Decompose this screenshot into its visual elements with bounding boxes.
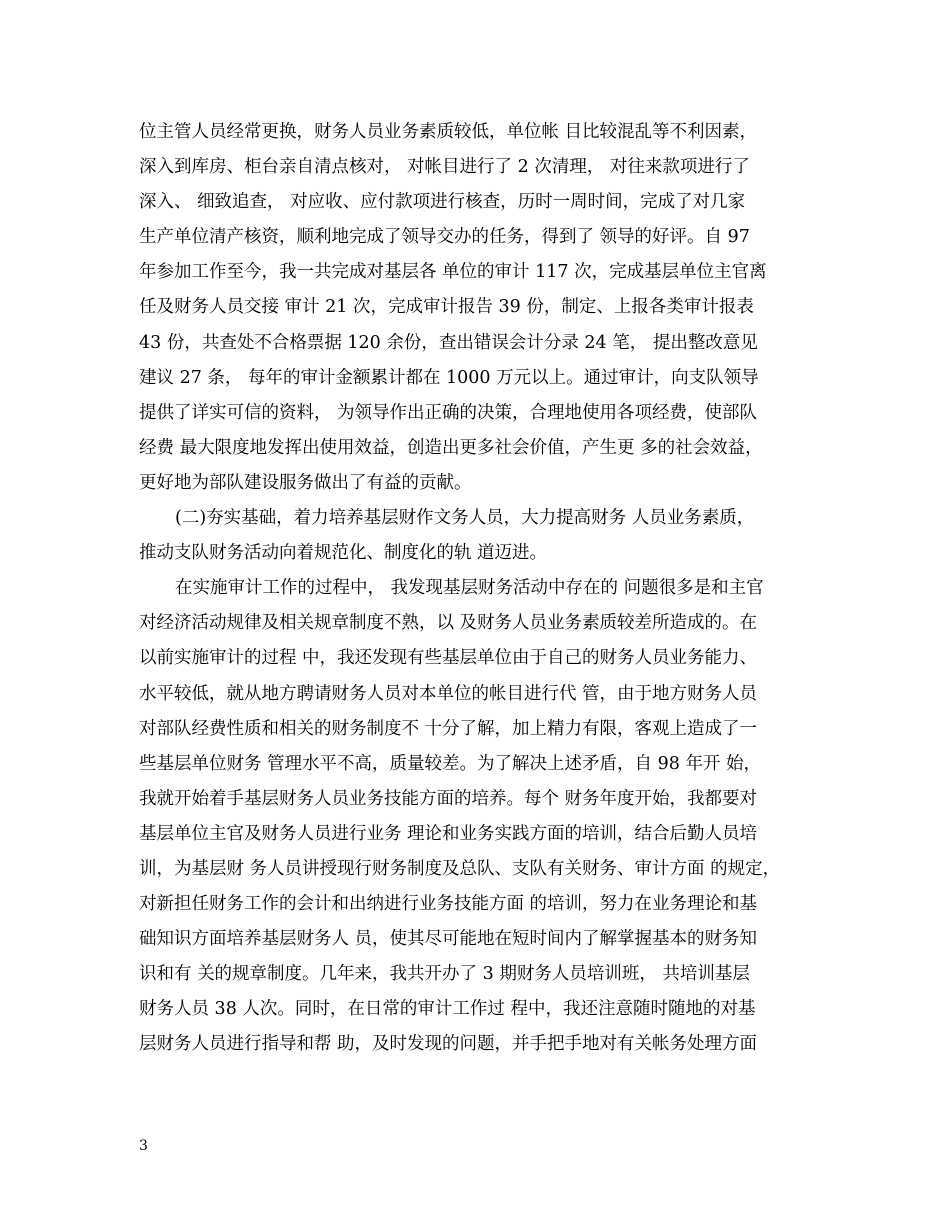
text-line: 水平较低，就从地方聘请财务人员对本单位的帐目进行代 管，由于地方财务人员 bbox=[139, 683, 758, 704]
text-line: 任及财务人员交接 审计 21 次，完成审计报告 39 份，制定、上报各类审计报表 bbox=[139, 297, 754, 318]
text-line: 年参加工作至今，我一共完成对基层各 单位的审计 117 次，完成基层单位主官离 bbox=[139, 262, 767, 283]
text-line: 推动支队财务活动向着规范化、制度化的轨 道迈进。 bbox=[139, 543, 548, 564]
text-line: 深入、 细致追查， 对应收、应付款项进行核查，历时一周时间，完成了对几家 bbox=[139, 192, 746, 213]
page-number: 3 bbox=[139, 1138, 148, 1154]
text-line: 些基层单位财务 管理水平不高，质量较差。为了解决上述矛盾，自 98 年开 始， bbox=[139, 753, 762, 774]
text-line: 识和有 关的规章制度。几年来，我共开办了 3 期财务人员培训班， 共培训基层 bbox=[139, 964, 750, 985]
text-line: 更好地为部队建设服务做出了有益的贡献。 bbox=[139, 472, 472, 493]
text-line: 深入到库房、柜台亲自清点核对， 对帐目进行了 2 次清理， 对往来款项进行了 bbox=[139, 157, 750, 178]
text-line: 训，为基层财 务人员讲授现行财务制度及总队、支队有关财务、审计方面 的规定， bbox=[139, 858, 781, 879]
text-line: 43 份，共查处不合格票据 120 余份，查出错误会计分录 24 笔， 提出整改意见 bbox=[139, 332, 758, 353]
text-line: 建议 27 条， 每年的审计金额累计都在 1000 万元以上。通过审计，向支队领导 bbox=[139, 367, 759, 388]
body-text bbox=[139, 115, 819, 1063]
text-line: 我就开始着手基层财务人员业务技能方面的培养。每个 财务年度开始，我都要对 bbox=[139, 788, 758, 809]
text-line: 提供了详实可信的资料， 为领导作出正确的决策，合理地使用各项经费，使部队 bbox=[139, 402, 758, 423]
text-line: 层财务人员进行指导和帮 助，及时发现的问题，并手把手地对有关帐务处理方面 bbox=[139, 1034, 758, 1055]
text-line: 经费 最大限度地发挥出使用效益，创造出更多社会价值，产生更 多的社会效益， bbox=[139, 437, 763, 458]
text-line: 财务人员 38 人次。同时，在日常的审计工作过 程中，我还注意随时随地的对基 bbox=[139, 999, 756, 1020]
text-line: 对新担任财务工作的会计和出纳进行业务技能方面 的培训，努力在业务理论和基 bbox=[139, 894, 758, 915]
text-line: (二)夯实基础，着力培养基层财作文务人员，大力提高财务 人员业务素质， bbox=[175, 508, 755, 529]
text-line: 在实施审计工作的过程中， 我发现基层财务活动中存在的 问题很多是和主官 bbox=[175, 578, 764, 599]
text-line: 生产单位清产核资，顺利地完成了领导交办的任务，得到了 领导的好评。自 97 bbox=[139, 227, 750, 248]
text-line: 基层单位主官及财务人员进行业务 理论和业务实践方面的培训，结合后勤人员培 bbox=[139, 823, 758, 844]
text-line: 对经济活动规律及相关规章制度不熟，以 及财务人员业务素质较差所造成的。在 bbox=[139, 613, 758, 634]
text-line: 以前实施审计的过程 中，我还发现有些基层单位由于自己的财务人员业务能力、 bbox=[139, 648, 758, 669]
text-line: 位主管人员经常更换，财务人员业务素质较低，单位帐 目比较混乱等不利因素， bbox=[139, 122, 758, 142]
text-line: 础知识方面培养基层财务人 员，使其尽可能地在短时间内了解掌握基本的财务知 bbox=[139, 929, 758, 950]
text-line: 对部队经费性质和相关的财务制度不 十分了解，加上精力有限，客观上造成了一 bbox=[139, 718, 758, 739]
